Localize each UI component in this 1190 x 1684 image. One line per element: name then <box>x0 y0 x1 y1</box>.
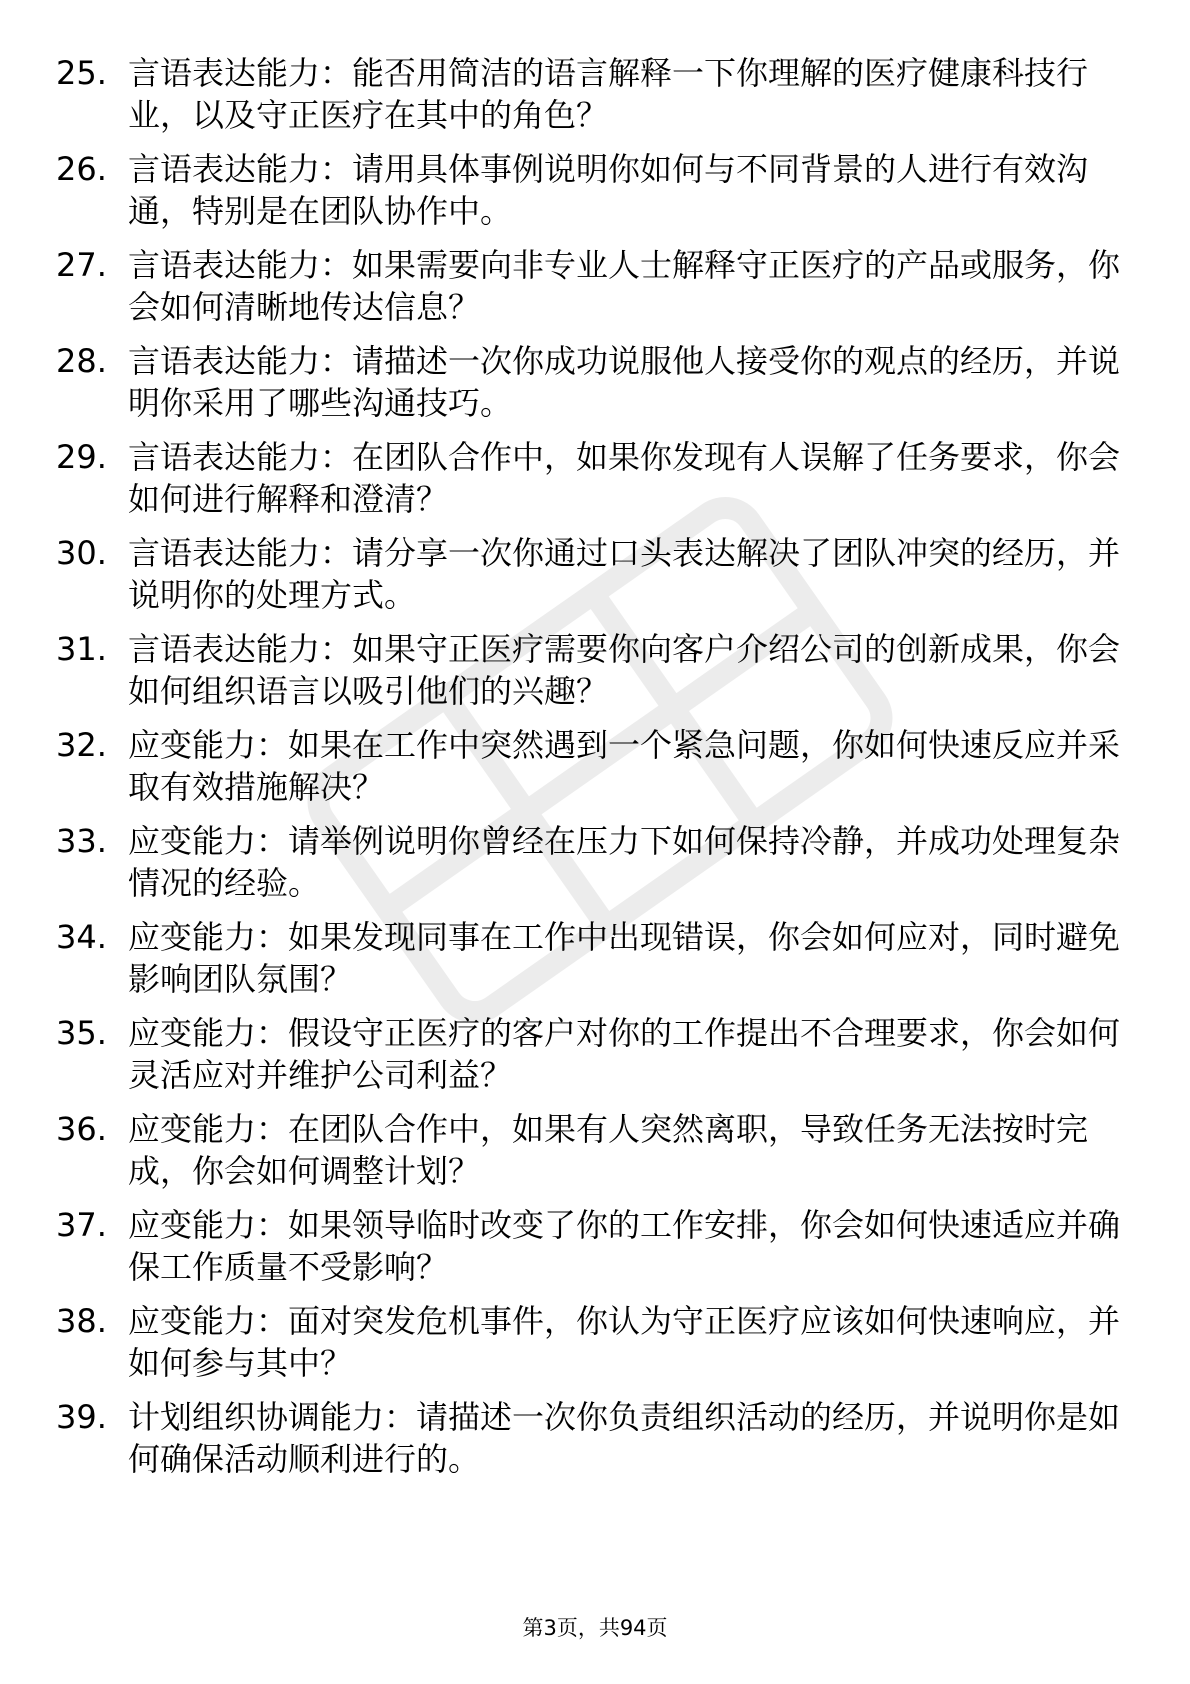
question-item <box>0 532 1190 628</box>
question-item <box>0 1204 1190 1300</box>
question-number: 39. <box>56 1398 107 1436</box>
question-text: 言语表达能力：在团队合作中，如果你发现有人误解了任务要求，你会如何进行解释和澄清？ <box>128 438 1121 518</box>
question-number: 36. <box>56 1110 107 1148</box>
question-number: 32. <box>56 726 107 764</box>
question-number: 26. <box>56 150 107 188</box>
question-item <box>0 916 1190 1012</box>
question-item <box>0 436 1190 532</box>
question-text: 应变能力：请举例说明你曾经在压力下如何保持冷静，并成功处理复杂情况的经验。 <box>128 822 1121 902</box>
question-item <box>0 1300 1190 1396</box>
question-item <box>0 628 1190 724</box>
question-item <box>0 244 1190 340</box>
question-item <box>0 1396 1190 1492</box>
question-text: 言语表达能力：请用具体事例说明你如何与不同背景的人进行有效沟通，特别是在团队协作中。 <box>128 150 1089 230</box>
question-text: 言语表达能力：如果守正医疗需要你向客户介绍公司的创新成果，你会如何组织语言以吸引他们的兴趣？ <box>128 630 1121 710</box>
question-item <box>0 148 1190 244</box>
question-item <box>0 1012 1190 1108</box>
question-text: 应变能力：在团队合作中，如果有人突然离职，导致任务无法按时完成，你会如何调整计划？ <box>128 1110 1089 1190</box>
question-text: 应变能力：面对突发危机事件，你认为守正医疗应该如何快速响应，并如何参与其中？ <box>128 1302 1121 1382</box>
question-item <box>0 1108 1190 1204</box>
question-number: 27. <box>56 246 107 284</box>
question-number: 29. <box>56 438 107 476</box>
question-list <box>0 52 1190 1492</box>
question-text: 应变能力：如果领导临时改变了你的工作安排，你会如何快速适应并确保工作质量不受影响？ <box>128 1206 1121 1286</box>
question-number: 34. <box>56 918 107 956</box>
question-number: 33. <box>56 822 107 860</box>
question-text: 应变能力：如果在工作中突然遇到一个紧急问题，你如何快速反应并采取有效措施解决？ <box>128 726 1121 806</box>
page-footer: 第3页，共94页 <box>522 1616 668 1640</box>
question-item <box>0 52 1190 148</box>
question-text: 言语表达能力：请分享一次你通过口头表达解决了团队冲突的经历，并说明你的处理方式。 <box>128 534 1121 614</box>
question-text: 应变能力：假设守正医疗的客户对你的工作提出不合理要求，你会如何灵活应对并维护公司利益？ <box>128 1014 1121 1094</box>
question-text: 计划组织协调能力：请描述一次你负责组织活动的经历，并说明你是如何确保活动顺利进行的。 <box>128 1398 1121 1478</box>
question-item <box>0 820 1190 916</box>
question-number: 35. <box>56 1014 107 1052</box>
question-number: 31. <box>56 630 107 668</box>
question-item <box>0 724 1190 820</box>
question-text: 应变能力：如果发现同事在工作中出现错误，你会如何应对，同时避免影响团队氛围？ <box>128 918 1121 998</box>
question-number: 28. <box>56 342 107 380</box>
question-text: 言语表达能力：能否用简洁的语言解释一下你理解的医疗健康科技行业，以及守正医疗在其中的角色？ <box>128 54 1089 134</box>
question-number: 37. <box>56 1206 107 1244</box>
question-number: 30. <box>56 534 107 572</box>
question-number: 25. <box>56 54 107 92</box>
question-number: 38. <box>56 1302 107 1340</box>
question-text: 言语表达能力：请描述一次你成功说服他人接受你的观点的经历，并说明你采用了哪些沟通技巧。 <box>128 342 1121 422</box>
question-item <box>0 340 1190 436</box>
question-text: 言语表达能力：如果需要向非专业人士解释守正医疗的产品或服务，你会如何清晰地传达信息？ <box>128 246 1121 326</box>
